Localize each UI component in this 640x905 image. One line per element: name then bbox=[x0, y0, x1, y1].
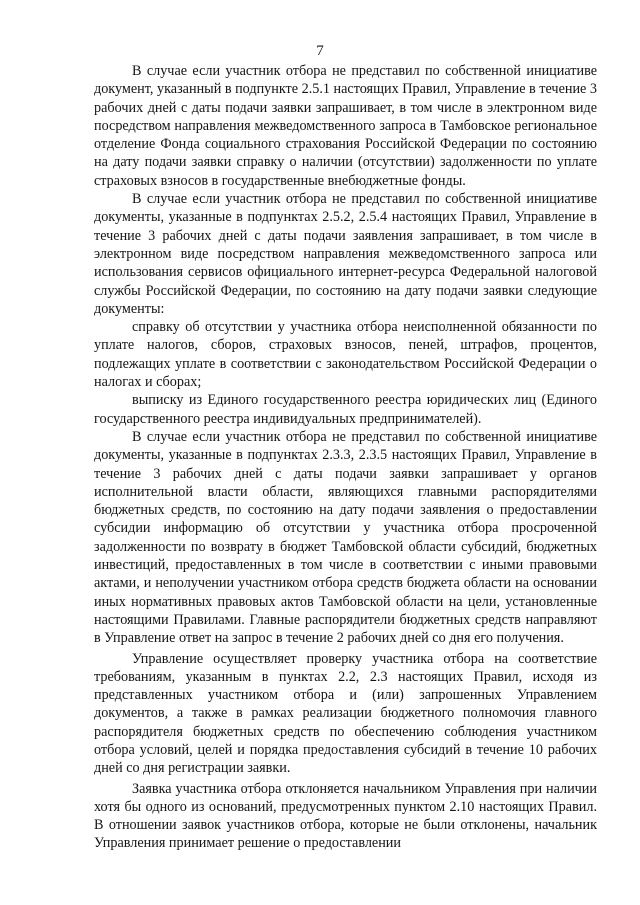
paragraph-verification: Управление осуществляет проверку участника отбора на соответствие требованиям, указанным в пунктах 2.2, 2.3 настоящих Правил, исходя из представленных участником отбора и (или) запрошенных Управлением документов, а также в рамках реализации бюджетного полномочия главного распорядителя бюджетных средств по обеспечению соблюдения участником отбора условий, целей и порядка предоставления субсидий в течение 10 рабочих дней со дня регистрации заявки. bbox=[94, 650, 597, 777]
paragraph-budget-debt-request: В случае если участник отбора не представил по собственной инициативе документы, указанные в подпунктах 2.3.3, 2.3.5 настоящих Правил, Управление в течение 3 рабочих дней с даты подачи заявки запрашивает у органов исполнительной власти области, являющихся главными распорядителями бюджетных средств, по состоянию на дату подачи заявления о предоставлении субсидии информацию об отсутствии у участника отбора просроченной задолженности по возврату в бюджет Тамбовской области субсидий, бюджетных инвестиций, предоставленных в том числе в соответствии с иными правовыми актами, и неполучении участником отбора средств бюджета области на основании иных нормативных правовых актов Тамбовской области на цели, установленные настоящими Правилами. Главные распорядители бюджетных средств направляют в Управление ответ на запрос в течение 2 рабочих дней со дня его получения. bbox=[94, 428, 597, 647]
list-item-tax-certificate: справку об отсутствии у участника отбора неисполненной обязанности по уплате налогов, сборов, страховых взносов, пеней, штрафов, процентов, подлежащих уплате в соответствии с законодательством Российской Федерации о налогах и сборах; bbox=[94, 319, 597, 391]
document-body bbox=[94, 62, 597, 853]
paragraph-fss-certificate: В случае если участник отбора не представил по собственной инициативе документ, указанный в подпункте 2.5.1 настоящих Правил, Управление в течение 3 рабочих дней с даты подачи заявки запрашивает, в том числе в электронном виде посредством направления межведомственного запроса в Тамбовское региональное отделение Фонда социального страхования Российской Федерации по состоянию на дату подачи заявки справку о наличии (отсутствии) задолженности по уплате страховых взносов в государственные внебюджетные фонды. bbox=[94, 63, 597, 189]
paragraph-tax-documents: В случае если участник отбора не представил по собственной инициативе документы, указанные в подпунктах 2.5.2, 2.5.4 настоящих Правил, Управление в течение 3 рабочих дней с даты подачи заявления запрашивает, в том числе в электронном виде посредством направления межведомственного запроса или использования сервисов официального интернет-ресурса Федеральной налоговой службы Российской Федерации, по состоянию на дату подачи заявки следующие документы: bbox=[94, 191, 597, 317]
list-item-registry-extract: выписку из Единого государственного реестра юридических лиц (Единого государственного реестра индивидуальных предпринимателей). bbox=[94, 392, 597, 427]
paragraph-rejection: Заявка участника отбора отклоняется начальником Управления при наличии хотя бы одного из оснований, предусмотренных пунктом 2.10 настоящих Правил. В отношении заявок участников отбора, которые не были отклонены, начальник Управления принимает решение о предоставлении bbox=[94, 780, 597, 852]
page-number: 7 bbox=[316, 43, 324, 59]
